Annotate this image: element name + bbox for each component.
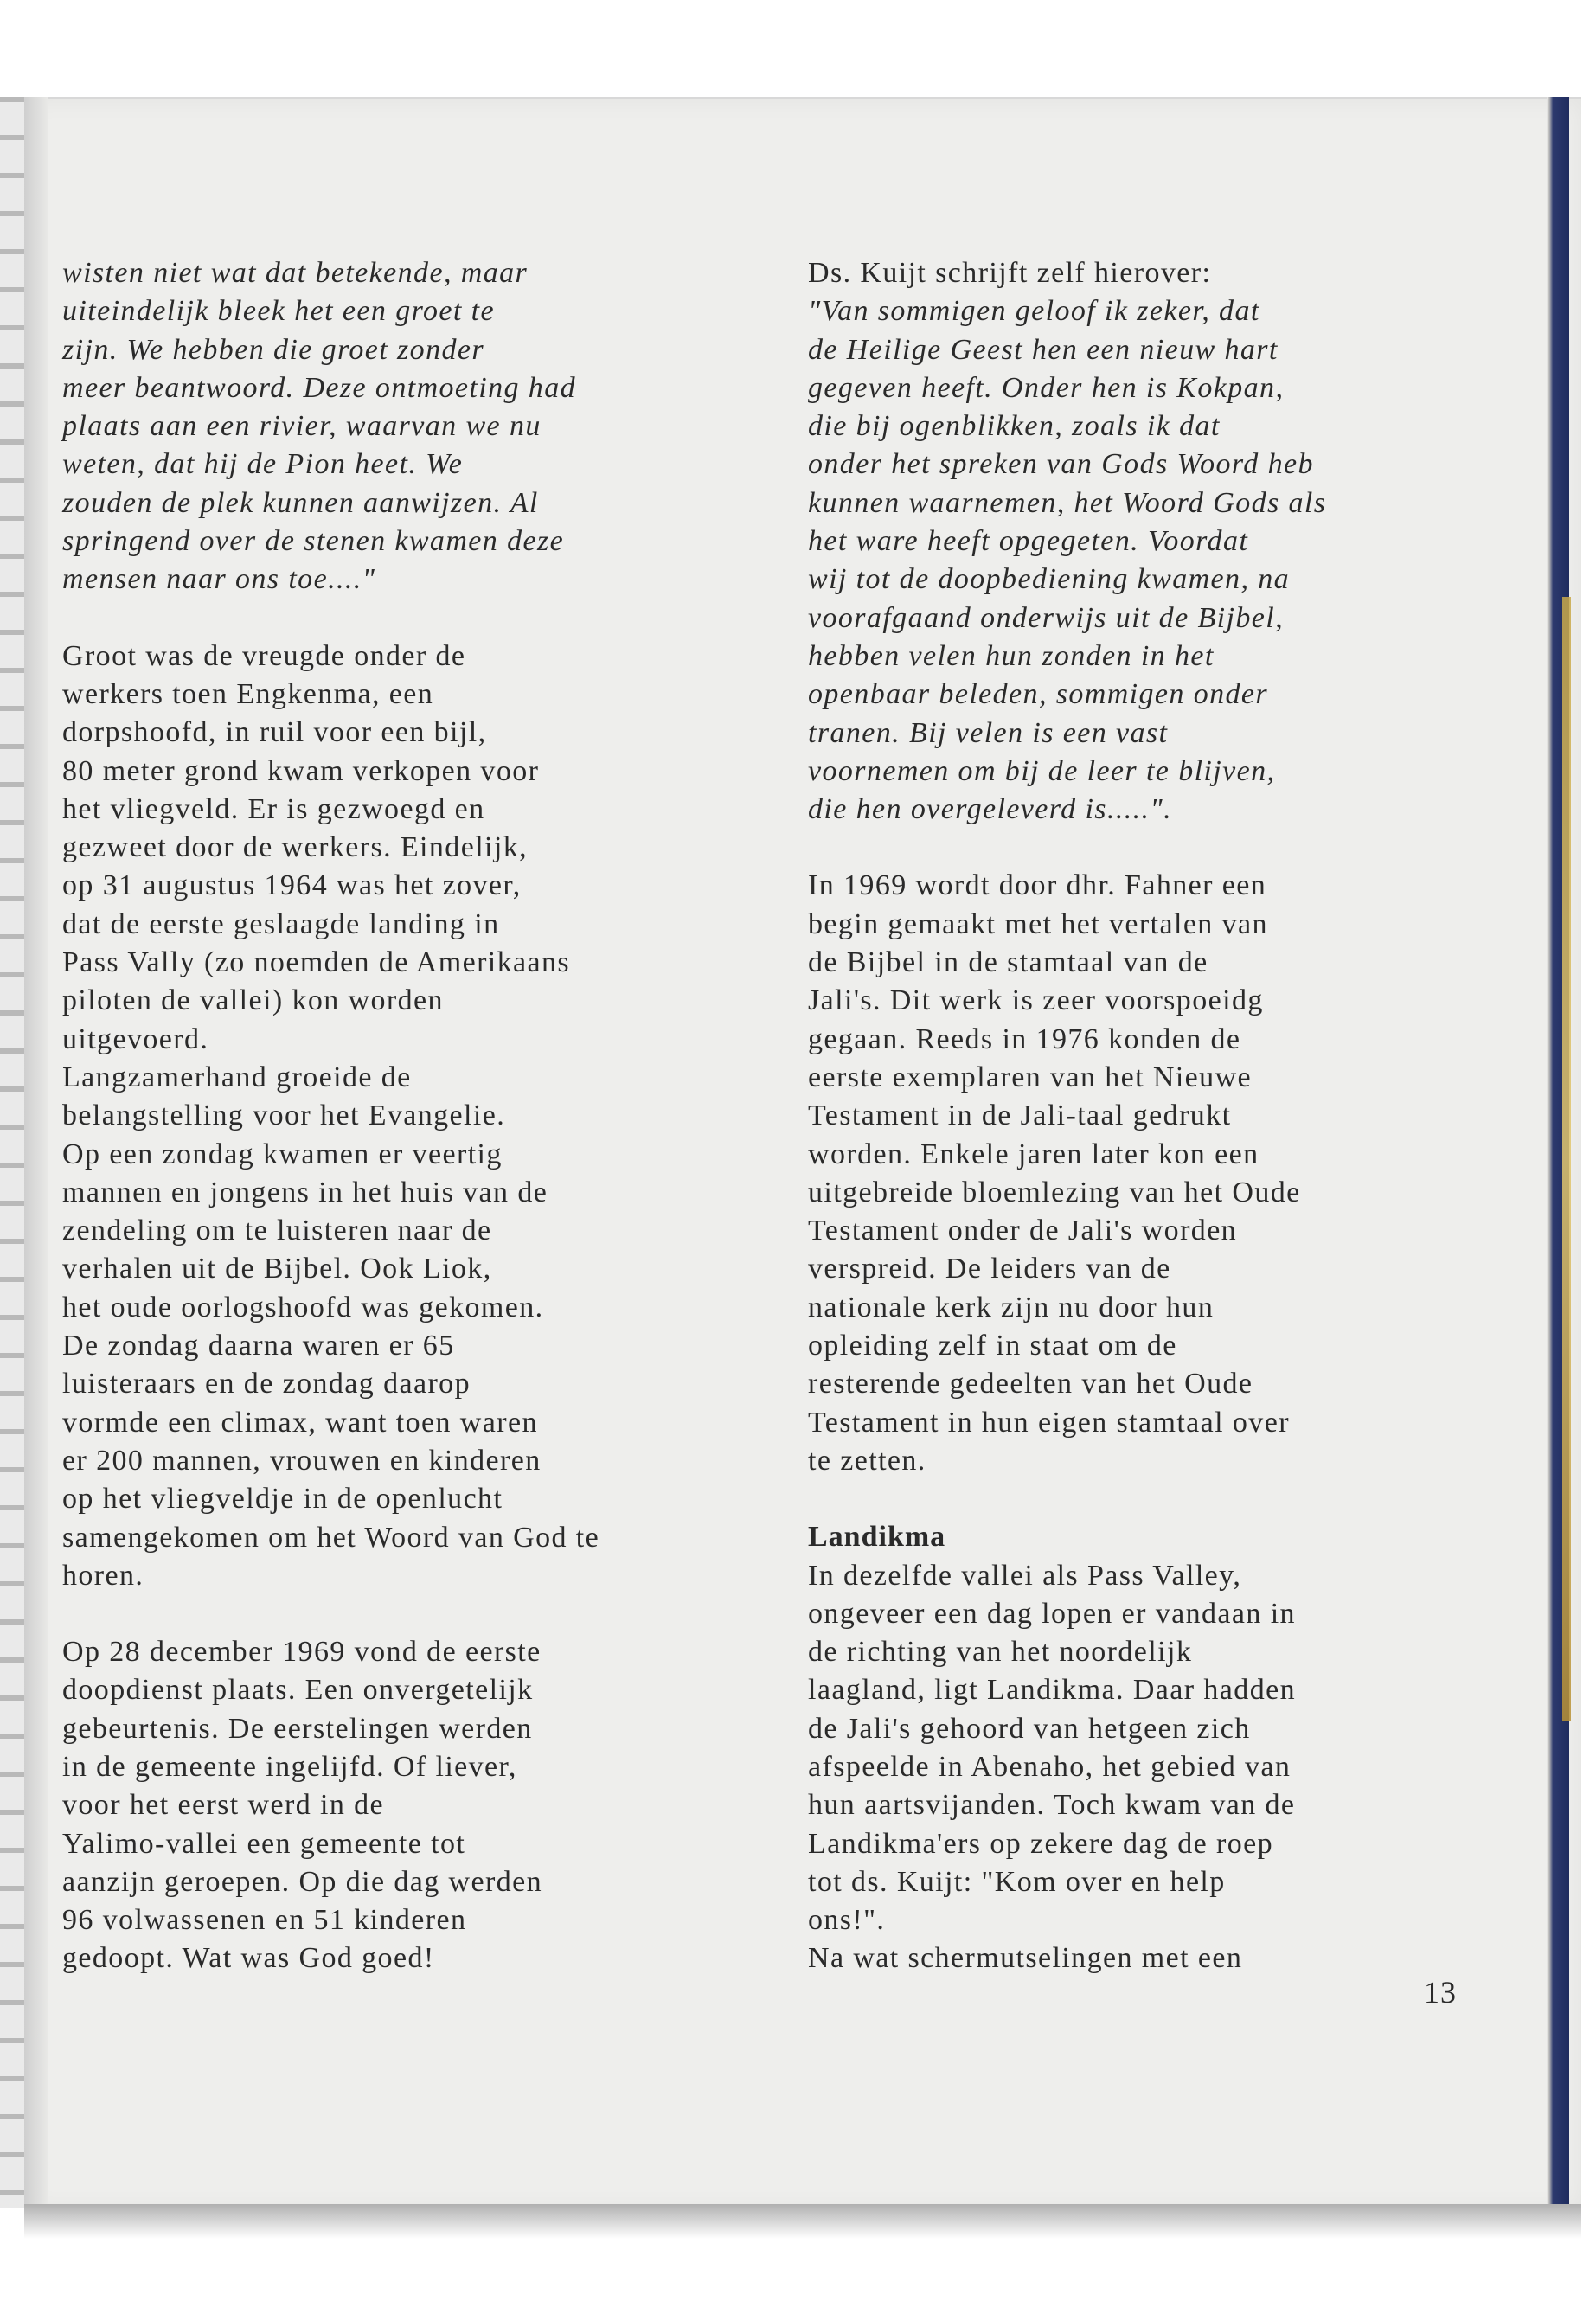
section-heading: Landikma bbox=[808, 1521, 946, 1554]
text-line: 96 volwassenen en 51 kinderen bbox=[62, 1904, 467, 1937]
text-line: tranen. Bij velen is een vast bbox=[808, 716, 1169, 749]
text-line: begin gemaakt met het vertalen van bbox=[808, 907, 1268, 940]
text-line: afspeelde in Abenaho, het gebied van bbox=[808, 1750, 1292, 1783]
text-line: samengekomen om het Woord van God te bbox=[62, 1521, 600, 1554]
text-line: worden. Enkele jaren later kon een bbox=[808, 1138, 1259, 1170]
text-line: de Heilige Geest hen een nieuw hart bbox=[808, 333, 1279, 366]
text-line: uitgebreide bloemlezing van het Oude bbox=[808, 1176, 1301, 1208]
text-line: Yalimo-vallei een gemeente tot bbox=[62, 1827, 466, 1860]
text-line: "Van sommigen geloof ik zeker, dat bbox=[808, 295, 1260, 328]
text-line: de Jali's gehoord van hetgeen zich bbox=[808, 1712, 1251, 1745]
text-line: tot ds. Kuijt: "Kom over en help bbox=[808, 1865, 1226, 1898]
text-line: dorpshoofd, in ruil voor een bijl, bbox=[62, 716, 487, 749]
text-line: plaats aan een rivier, waarvan we nu bbox=[62, 410, 542, 443]
text-line: die hen overgeleverd is.....". bbox=[808, 793, 1173, 826]
text-line: In 1969 wordt door dhr. Fahner een bbox=[808, 869, 1267, 902]
text-line: mannen en jongens in het huis van de bbox=[62, 1176, 548, 1208]
adjacent-page-edge bbox=[0, 97, 24, 2208]
text-line: ongeveer een dag lopen er vandaan in bbox=[808, 1597, 1296, 1630]
text-line: Op een zondag kwamen er veertig bbox=[62, 1138, 503, 1170]
text-line: opleiding zelf in staat om de bbox=[808, 1330, 1177, 1362]
text-line: de Bijbel in de stamtaal van de bbox=[808, 946, 1208, 979]
text-line: doopdienst plaats. Een onvergetelijk bbox=[62, 1674, 534, 1707]
text-line: Jali's. Dit werk is zeer voorspoeidg bbox=[808, 984, 1264, 1017]
text-line: voorafgaand onderwijs uit de Bijbel, bbox=[808, 601, 1284, 634]
text-line: meer beantwoord. Deze ontmoeting had bbox=[62, 371, 577, 404]
left-quote bbox=[62, 254, 772, 599]
text-line: het oude oorlogshoofd was gekomen. bbox=[62, 1291, 544, 1324]
text-line: te zetten. bbox=[808, 1444, 926, 1477]
text-line: gebeurtenis. De eerstelingen werden bbox=[62, 1712, 533, 1745]
text-line: Testament in de Jali-taal gedrukt bbox=[808, 1099, 1232, 1132]
text-line: nationale kerk zijn nu door hun bbox=[808, 1291, 1215, 1324]
text-line: verhalen uit de Bijbel. Ook Liok, bbox=[62, 1253, 492, 1285]
text-line: die bij ogenblikken, zoals ik dat bbox=[808, 410, 1221, 443]
text-line: voor het eerst werd in de bbox=[62, 1789, 385, 1822]
text-line: hun aartsvijanden. Toch kwam van de bbox=[808, 1789, 1296, 1822]
text-line: verspreid. De leiders van de bbox=[808, 1253, 1171, 1285]
text-line: aanzijn geroepen. Op die dag werden bbox=[62, 1865, 542, 1898]
text-line: In dezelfde vallei als Pass Valley, bbox=[808, 1559, 1242, 1592]
right-quote bbox=[808, 292, 1500, 829]
text-line: weten, dat hij de Pion heet. We bbox=[62, 448, 464, 481]
text-line: eerste exemplaren van het Nieuwe bbox=[808, 1061, 1253, 1093]
page-gutter bbox=[24, 97, 48, 2208]
text-line: wisten niet wat dat betekende, maar bbox=[62, 257, 529, 289]
text-line: voornemen om bij de leer te blijven, bbox=[808, 754, 1276, 787]
text-line: springend over de stenen kwamen deze bbox=[62, 525, 565, 558]
text-line: Langzamerhand groeide de bbox=[62, 1061, 412, 1093]
left-paragraph-1 bbox=[62, 638, 772, 1595]
text-line: Landikma'ers op zekere dag de roep bbox=[808, 1827, 1273, 1860]
left-paragraph-2 bbox=[62, 1633, 772, 1978]
text-line: Groot was de vreugde onder de bbox=[62, 639, 466, 672]
text-line: wij tot de doopbediening kwamen, na bbox=[808, 563, 1291, 596]
text-line: laagland, ligt Landikma. Daar hadden bbox=[808, 1674, 1296, 1707]
text-line: piloten de vallei) kon worden bbox=[62, 984, 444, 1017]
text-line: Testament in hun eigen stamtaal over bbox=[808, 1406, 1290, 1439]
text-line: zijn. We hebben die groet zonder bbox=[62, 333, 484, 366]
text-line: Na wat schermutselingen met een bbox=[808, 1942, 1243, 1975]
text-line: gezweet door de werkers. Eindelijk, bbox=[62, 831, 529, 864]
text-line: zendeling om te luisteren naar de bbox=[62, 1215, 492, 1247]
right-paragraph-2 bbox=[808, 1557, 1500, 1978]
right-column bbox=[808, 254, 1500, 1978]
text-line: het vliegveld. Er is gezwoegd en bbox=[62, 792, 485, 825]
text-line: er 200 mannen, vrouwen en kinderen bbox=[62, 1444, 542, 1477]
text-line: werkers toen Engkenma, een bbox=[62, 677, 434, 710]
text-line: De zondag daarna waren er 65 bbox=[62, 1330, 455, 1362]
text-line: mensen naar ons toe...." bbox=[62, 563, 376, 596]
text-line: 80 meter grond kwam verkopen voor bbox=[62, 754, 540, 787]
text-line: op 31 augustus 1964 was het zover, bbox=[62, 869, 522, 902]
text-line: de richting van het noordelijk bbox=[808, 1636, 1193, 1669]
page-number: 13 bbox=[1424, 1975, 1457, 2009]
text-line: zouden de plek kunnen aanwijzen. Al bbox=[62, 486, 539, 519]
intro-line: Ds. Kuijt schrijft zelf hierover: bbox=[808, 257, 1212, 289]
text-line: onder het spreken van Gods Woord heb bbox=[808, 448, 1314, 481]
text-line: resterende gedeelten van het Oude bbox=[808, 1368, 1253, 1400]
text-line: uitgevoerd. bbox=[62, 1022, 209, 1055]
page-bottom-shadow bbox=[24, 2204, 1581, 2239]
ribbon-marker bbox=[1562, 597, 1571, 1721]
text-line: hebben velen hun zonden in het bbox=[808, 639, 1215, 672]
text-line: in de gemeente ingelijfd. Of liever, bbox=[62, 1750, 517, 1783]
text-line: Testament onder de Jali's worden bbox=[808, 1215, 1238, 1247]
text-line: gegaan. Reeds in 1976 konden de bbox=[808, 1022, 1241, 1055]
text-line: uiteindelijk bleek het een groet te bbox=[62, 295, 495, 328]
text-line: openbaar beleden, sommigen onder bbox=[808, 678, 1269, 711]
text-line: ons!". bbox=[808, 1904, 886, 1937]
text-line: Pass Vally (zo noemden de Amerikaans bbox=[62, 946, 571, 979]
text-line: horen. bbox=[62, 1559, 144, 1592]
text-line: kunnen waarnemen, het Woord Gods als bbox=[808, 486, 1327, 519]
text-line: het ware heeft opgegeten. Voordat bbox=[808, 525, 1249, 558]
left-column bbox=[62, 254, 772, 1978]
text-line: op het vliegveldje in de openlucht bbox=[62, 1483, 503, 1516]
text-line: dat de eerste geslaagde landing in bbox=[62, 907, 500, 940]
right-paragraph-1 bbox=[808, 867, 1500, 1480]
text-line: Op 28 december 1969 vond de eerste bbox=[62, 1636, 542, 1669]
text-line: gedoopt. Wat was God goed! bbox=[62, 1942, 435, 1975]
text-line: gegeven heeft. Onder hen is Kokpan, bbox=[808, 371, 1285, 404]
text-line: luisteraars en de zondag daarop bbox=[62, 1368, 471, 1400]
text-line: vormde een climax, want toen waren bbox=[62, 1406, 538, 1439]
text-line: belangstelling voor het Evangelie. bbox=[62, 1099, 506, 1132]
